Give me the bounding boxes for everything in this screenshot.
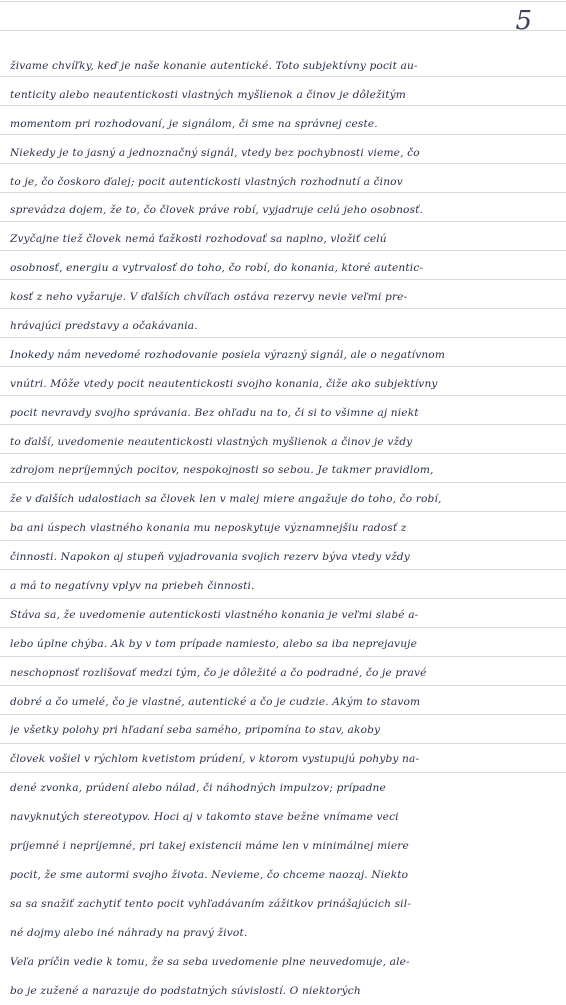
text-line: pocit, že sme autormi svojho života. Nevieme, čo chceme naozaj. Niekto <box>10 861 554 890</box>
handwritten-body-text <box>10 52 554 1005</box>
text-line: pocit nevravdy svojho správania. Bez ohľadu na to, či si to všimne aj niekt <box>10 399 554 428</box>
text-line: osobnosť, energiu a vytrvalosť do toho, čo robí, do konania, ktoré autentic- <box>10 254 554 283</box>
text-line: Stáva sa, že uvedomenie autentickosti vlastného konania je veľmi slabé a- <box>10 601 554 630</box>
text-line: kosť z neho vyžaruje. V ďalších chvíľach ostáva rezervy nevie veľmi pre- <box>10 283 554 312</box>
page-number: 5 <box>515 6 532 36</box>
text-line: že v ďalších udalostiach sa človek len v malej miere angažuje do toho, čo robí, <box>10 485 554 514</box>
text-line: dobré a čo umelé, čo je vlastné, autentické a čo je cudzie. Akým to stavom <box>10 688 554 717</box>
text-line: Niekedy je to jasný a jednoznačný signál, vtedy bez pochybnosti vieme, čo <box>10 139 554 168</box>
text-line: príjemné i nepríjemné, pri takej existencii máme len v minimálnej miere <box>10 832 554 861</box>
text-line: je všetky polohy pri hľadaní seba samého, pripomína to stav, akoby <box>10 716 554 745</box>
text-line: neschopnosť rozlišovať medzi tým, čo je dôležité a čo podradné, čo je pravé <box>10 659 554 688</box>
text-line: vnútri. Môže vtedy pocit neautentickosti svojho konania, čiže ako subjektívny <box>10 370 554 399</box>
text-line: dené zvonka, prúdení alebo nálad, či náhodných impulzov; prípadne <box>10 774 554 803</box>
text-line: činnosti. Napokon aj stupeň vyjadrovania svojich rezerv býva vtedy vždy <box>10 543 554 572</box>
text-line: to ďalší, uvedomenie neautentickosti vlastných myšlienok a činov je vždy <box>10 428 554 457</box>
text-line: sa sa snažiť zachytiť tento pocit vyhľadávaním zážitkov prinášajúcich sil- <box>10 890 554 919</box>
text-line: a má to negatívny vplyv na priebeh činnosti. <box>10 572 554 601</box>
text-line: zdrojom nepríjemných pocitov, nespokojnosti so sebou. Je takmer pravidlom, <box>10 456 554 485</box>
text-line: človek vošiel v rýchlom kvetistom prúdení, v ktorom vystupujú pohyby na- <box>10 745 554 774</box>
text-line: sprevádza dojem, že to, čo človek práve robí, vyjadruje celú jeho osobnosť. <box>10 196 554 225</box>
text-line: živame chvíľky, keď je naše konanie autentické. Toto subjektívny pocit au- <box>10 52 554 81</box>
text-line: Zvyčajne tiež človek nemá ťažkosti rozhodovať sa naplno, vložiť celú <box>10 225 554 254</box>
text-line: Inokedy nám nevedomé rozhodovanie posiela výrazný signál, ale o negatívnom <box>10 341 554 370</box>
text-line: lebo úplne chýba. Ak by v tom prípade namiesto, alebo sa iba neprejavuje <box>10 630 554 659</box>
text-line: momentom pri rozhodovaní, je signálom, či sme na správnej ceste. <box>10 110 554 139</box>
text-line: tenticity alebo neautentickosti vlastných myšlienok a činov je dôležitým <box>10 81 554 110</box>
text-line: bo je zužené a narazuje do podstatných súvislostí. O niektorých <box>10 977 554 1005</box>
text-line: ba ani úspech vlastného konania mu neposkytuje významnejšiu radosť z <box>10 514 554 543</box>
text-line: hrávajúci predstavy a očakávania. <box>10 312 554 341</box>
text-line: to je, čo čoskoro ďalej; pocit autentickosti vlastných rozhodnutí a činov <box>10 168 554 197</box>
text-line: Veľa príčin vedie k tomu, že sa seba uvedomenie plne neuvedomuje, ale- <box>10 948 554 977</box>
text-line: navyknutých stereotypov. Hoci aj v takomto stave bežne vnímame veci <box>10 803 554 832</box>
text-line: né dojmy alebo iné náhrady na pravý život. <box>10 919 554 948</box>
